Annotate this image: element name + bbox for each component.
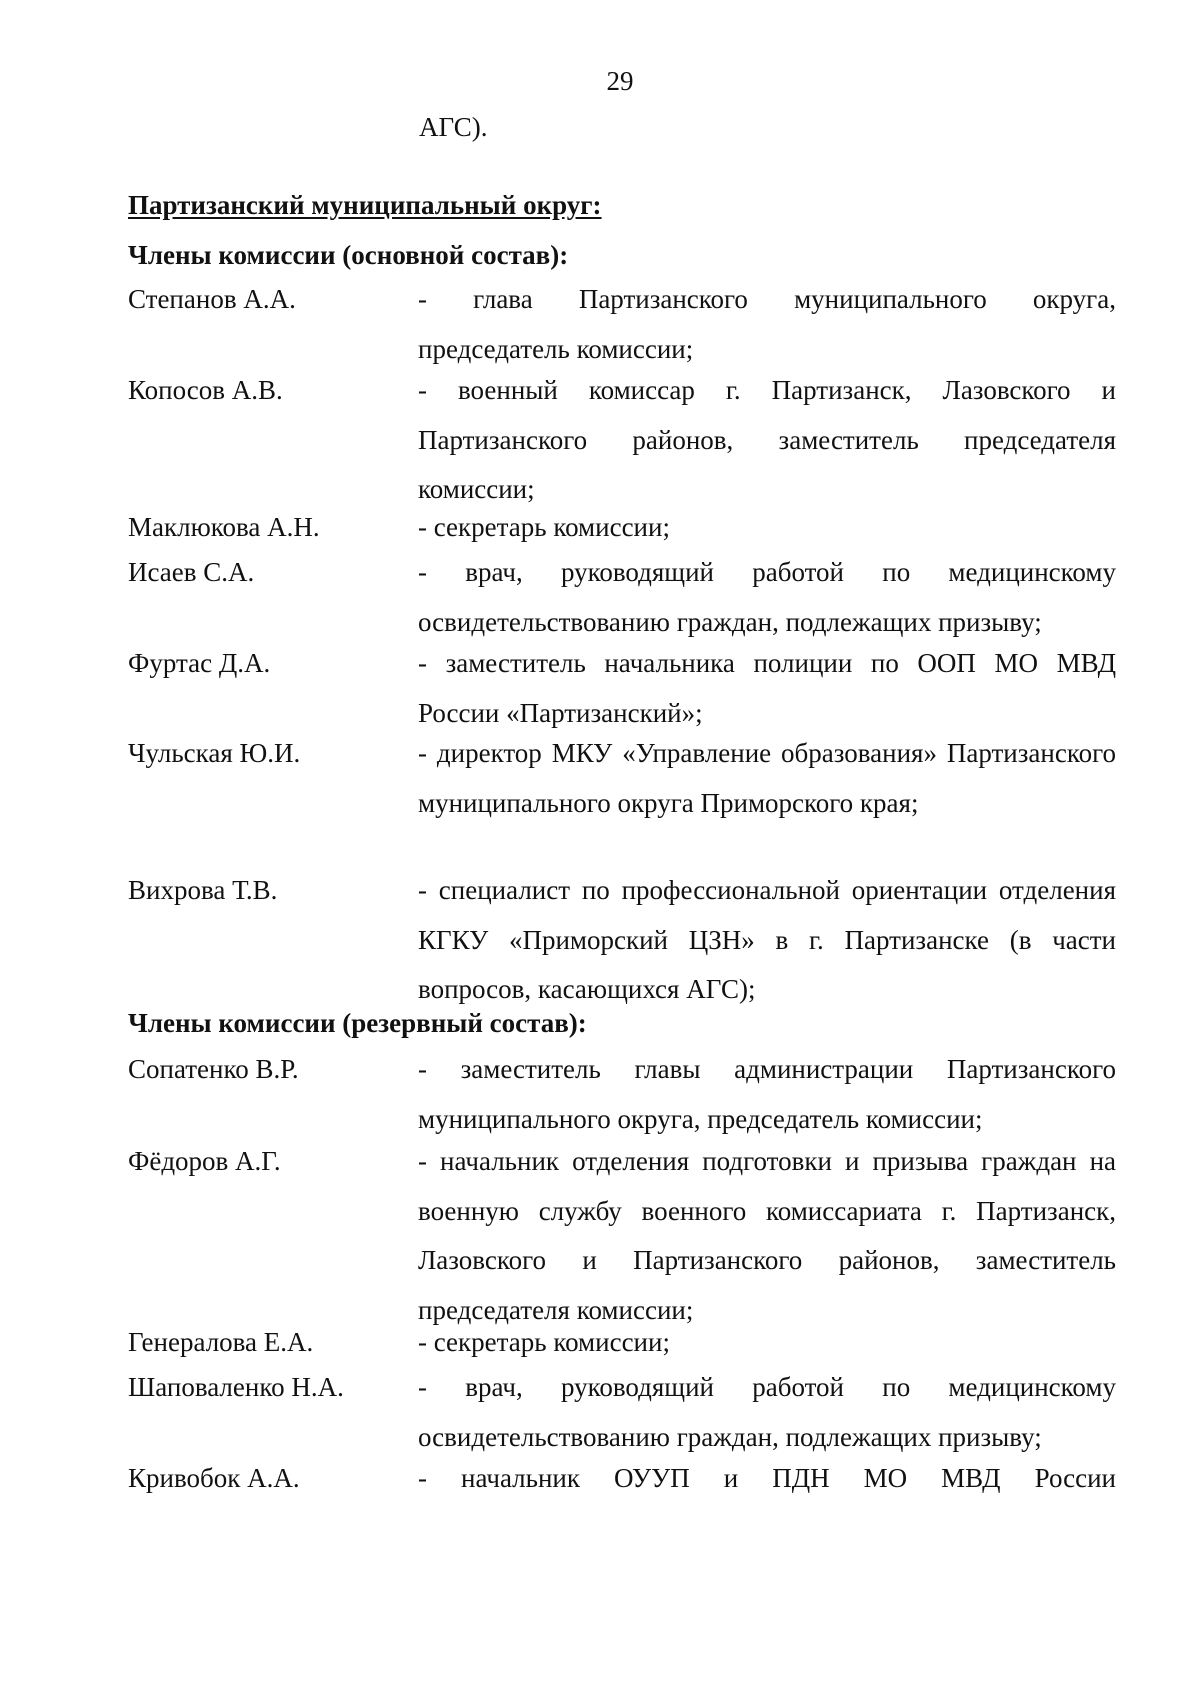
member-role: - врач, руководящий работой по медицинскому освидетельствованию граждан, подлежащих призыву; [418, 1372, 1116, 1452]
district-heading: Партизанский муниципальный округ: [128, 190, 602, 220]
member-entry [128, 1363, 1116, 1462]
member-entry [128, 1137, 1116, 1335]
member-entry [128, 548, 1116, 647]
member-name: Исаев С.А. [128, 557, 255, 587]
member-entry [128, 366, 1116, 515]
member-role: - директор МКУ «Управление образования» Партизанского муниципального округа Приморского края; [418, 738, 1116, 818]
member-name: Генералова Е.А. [128, 1327, 314, 1357]
main-composition-heading: Члены комиссии (основной состав): [128, 240, 569, 270]
member-entry [128, 503, 1116, 553]
member-entry [128, 1045, 1116, 1144]
member-name: Сопатенко В.Р. [128, 1054, 299, 1084]
member-role: - начальник ОУУП и ПДН МО МВД России [418, 1463, 1116, 1493]
member-name: Степанов А.А. [128, 284, 296, 314]
member-name: Кривобок А.А. [128, 1463, 300, 1493]
member-entry [128, 866, 1116, 1015]
member-name: Чульская Ю.И. [128, 738, 301, 768]
member-entry [128, 639, 1116, 738]
member-role: - военный комиссар г. Партизанск, Лазовского и Партизанского районов, заместитель председателя комиссии; [418, 375, 1116, 504]
member-role: - заместитель начальника полиции по ООП МО МВД России «Партизанский»; [418, 648, 1116, 728]
member-name: Шаповаленко Н.А. [128, 1372, 344, 1402]
member-name: Фёдоров А.Г. [128, 1146, 281, 1176]
page-number: 29 [606, 66, 634, 96]
member-entry [128, 1454, 1116, 1504]
member-name: Копосов А.В. [128, 375, 283, 405]
member-role: - врач, руководящий работой по медицинскому освидетельствованию граждан, подлежащих призыву; [418, 557, 1116, 637]
member-entry [128, 1318, 1116, 1368]
member-name: Фуртас Д.А. [128, 648, 271, 678]
previous-section-tail: АГС). [419, 112, 488, 142]
member-role: - специалист по профессиональной ориентации отделения КГКУ «Приморский ЦЗН» в г. Партизанске (в части вопросов, касающихся АГС); [418, 875, 1116, 1004]
member-role: - секретарь комиссии; [418, 1327, 670, 1357]
member-role: - глава Партизанского муниципального округа, председатель комиссии; [418, 284, 1116, 364]
member-entry [128, 275, 1116, 374]
member-name: Вихрова Т.В. [128, 875, 278, 905]
member-role: - секретарь комиссии; [418, 512, 670, 542]
member-name: Маклюкова А.Н. [128, 512, 320, 542]
member-role: - начальник отделения подготовки и призыва граждан на военную службу военного комиссариата г. Партизанск, Лазовского и Партизанского районов, заместитель председателя комиссии; [418, 1146, 1116, 1325]
member-entry [128, 729, 1116, 828]
reserve-composition-heading: Члены комиссии (резервный состав): [128, 1008, 587, 1038]
member-role: - заместитель главы администрации Партизанского муниципального округа, председатель комиссии; [418, 1054, 1116, 1134]
